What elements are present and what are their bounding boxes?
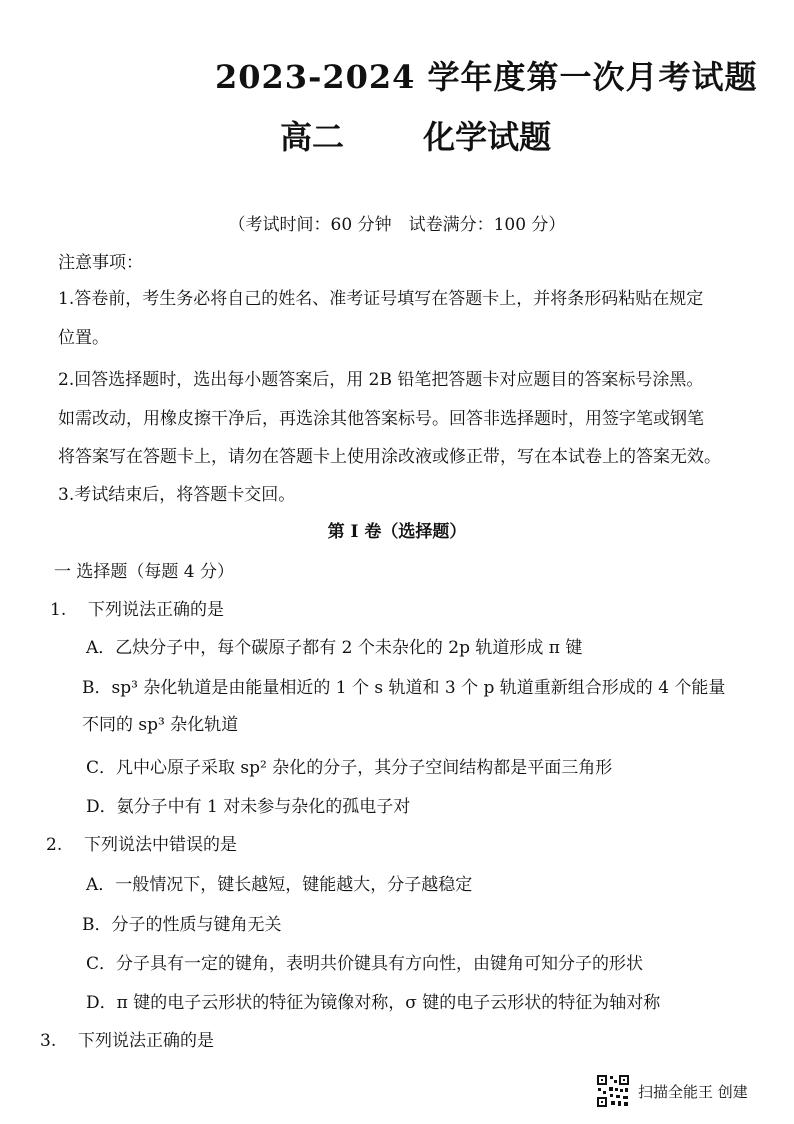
option-c: C．凡中心原子采取 sp² 杂化的分子，其分子空间结构都是平面三角形: [86, 758, 613, 778]
notes-heading: 注意事项：: [58, 253, 143, 273]
subject-label: 化学试题: [423, 118, 552, 156]
exam-title: 2023-2024 学年度第一次月考试题: [215, 58, 758, 96]
question-number: 3.: [40, 1031, 57, 1051]
option-b: B．分子的性质与键角无关: [82, 915, 282, 935]
note-line: 2.回答选择题时，选出每小题答案后，用 2B 铅笔把答题卡对应题目的答案标号涂黑。: [58, 370, 704, 390]
option-a: A．一般情况下，键长越短，键能越大，分子越稳定: [86, 875, 473, 895]
exam-info: （考试时间：60 分钟 试卷满分：100 分）: [228, 215, 566, 235]
question-stem: 下列说法中错误的是: [84, 835, 237, 855]
grade-label: 高二: [280, 118, 345, 156]
question-1: [50, 602, 224, 619]
note-line: 如需改动，用橡皮擦干净后，再选涂其他答案标号。回答非选择题时，用签字笔或钢笔: [58, 409, 704, 429]
question-3: [40, 1033, 214, 1050]
option-d: D．π 键的电子云形状的特征为镜像对称，σ 键的电子云形状的特征为轴对称: [86, 993, 661, 1013]
scanner-watermark: [596, 1074, 748, 1108]
question-number: 2.: [46, 835, 63, 855]
question-stem: 下列说法正确的是: [78, 1031, 214, 1051]
section-heading: 一 选择题（每题 4 分）: [54, 562, 235, 582]
section-title: 第 I 卷（选择题）: [327, 522, 467, 542]
qr-code-icon: [596, 1074, 630, 1108]
option-c: C．分子具有一定的键角，表明共价键具有方向性，由键角可知分子的形状: [86, 954, 644, 974]
note-line: 3.考试结束后，将答题卡交回。: [58, 485, 296, 505]
option-d: D．氨分子中有 1 对未参与杂化的孤电子对: [86, 797, 411, 817]
note-line: 将答案写在答题卡上，请勿在答题卡上使用涂改液或修正带，写在本试卷上的答案无效。: [58, 447, 721, 467]
note-line: 1.答卷前，考生务必将自己的姓名、准考证号填写在答题卡上，并将条形码粘贴在规定: [58, 289, 704, 309]
option-b-continued: 不同的 sp³ 杂化轨道: [82, 715, 239, 735]
question-stem: 下列说法正确的是: [88, 600, 224, 620]
question-2: [46, 837, 237, 854]
question-number: 1.: [50, 600, 67, 620]
exam-subtitle: [280, 112, 551, 158]
option-a: A．乙炔分子中，每个碳原子都有 2 个未杂化的 2p 轨道形成 π 键: [86, 638, 583, 658]
note-line: 位置。: [58, 328, 109, 348]
watermark-text: 扫描全能王 创建: [638, 1082, 748, 1101]
option-b: B．sp³ 杂化轨道是由能量相近的 1 个 s 轨道和 3 个 p 轨道重新组合形成的 4 个能量: [82, 678, 726, 698]
